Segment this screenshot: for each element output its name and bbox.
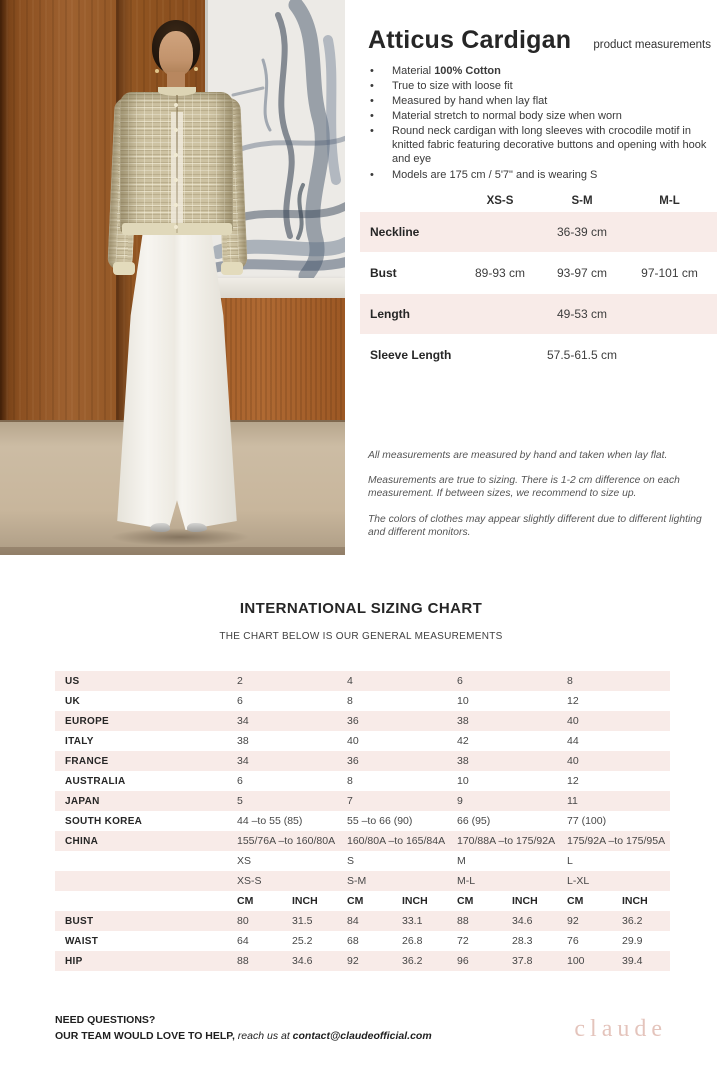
footer-help-line	[55, 1028, 432, 1044]
sizing-row: JAPAN 5 7 9 11	[55, 791, 670, 811]
measurement-notes	[360, 449, 717, 540]
model-face	[159, 31, 193, 76]
product-details-panel	[360, 26, 717, 552]
shoe	[150, 523, 170, 532]
bullet-item: • Models are 175 cm / 5'7" and is wearing S	[368, 168, 713, 182]
size-row: Neckline 36-39 cm	[360, 212, 717, 252]
product-size-table	[360, 190, 717, 375]
product-title: Atticus Cardigan	[368, 26, 572, 54]
wall-ledge	[205, 278, 345, 298]
sizing-row: XS S M L	[237, 855, 573, 867]
bullet-item: • Round neck cardigan with long sleeves with crocodile motif in knitted fabric featuring decorative buttons and opening with hook and eye	[368, 124, 713, 166]
shoe	[187, 523, 207, 532]
sizing-row: UK 6 8 10 12	[65, 695, 579, 707]
sizing-row: XS-S S-M M-L L-XL	[55, 871, 670, 891]
sizing-chart-title: INTERNATIONAL SIZING CHART	[239, 600, 483, 617]
product-photo	[0, 0, 345, 555]
note: Measurements are true to sizing. There is 1-2 cm difference on each measurement. If between sizes, we recommend to size up.	[368, 475, 680, 500]
floor-shadow	[110, 528, 250, 546]
sizing-chart-subtitle: THE CHART BELOW IS OUR GENERAL MEASUREMENTS	[219, 631, 503, 642]
contact-email[interactable]: contact@claudeofficial.com	[292, 1030, 432, 1043]
size-col-header: S-M	[571, 194, 593, 207]
footer-help-italic: reach us at	[237, 1030, 290, 1043]
size-table-header	[360, 190, 717, 212]
sizing-row: HIP 88 34.6 92 36.2 96 37.8 100 39.4	[55, 951, 670, 971]
cardigan-cuff	[113, 262, 135, 275]
sizing-row: WAIST 64 25.2 68 26.8 72 28.3 76 29.9	[65, 935, 643, 947]
sizing-row: SOUTH KOREA 44 –to 55 (85) 55 –to 66 (90) 66 (95) 77 (100)	[65, 815, 607, 827]
sizing-row: BUST 80 31.5 84 33.1 88 34.6 92 36.2	[55, 911, 670, 931]
product-bullet-list	[360, 64, 717, 182]
footer-help-bold: OUR TEAM WOULD LOVE TO HELP,	[55, 1030, 235, 1043]
sizing-row: ITALY 38 40 42 44	[65, 735, 579, 747]
page-footer	[55, 1012, 667, 1045]
details-header	[360, 26, 717, 55]
sizing-row: CHINA 155/76A –to 160/80A 160/80A –to 165/84A 170/88A –to 175/92A 175/92A –to 175/95A	[55, 831, 670, 851]
sizing-row: EUROPE 34 36 38 40	[55, 711, 670, 731]
note: The colors of clothes may appear slightly different due to different lighting and different monitors.	[368, 513, 702, 539]
sizing-row: US 2 4 6 8	[55, 671, 670, 691]
bullet-item: • Measured by hand when lay flat	[368, 94, 713, 108]
product-subtitle: product measurements	[593, 39, 711, 51]
bullet-item: • True to size with loose fit	[368, 79, 713, 93]
sizing-row: CM INCH CM INCH CM INCH CM INCH	[237, 895, 648, 907]
note: All measurements are measured by hand and taken when lay flat.	[368, 449, 668, 461]
cardigan-cuff	[221, 262, 243, 275]
international-sizing-table	[55, 671, 670, 971]
size-table-rows	[360, 212, 717, 375]
bullet-item: • Material stretch to normal body size when worn	[368, 109, 713, 123]
size-col-header: M-L	[659, 194, 680, 207]
international-sizing-section	[0, 570, 722, 971]
footer-contact	[55, 1012, 432, 1045]
footer-question: NEED QUESTIONS?	[55, 1014, 156, 1026]
sizing-row: AUSTRALIA 6 8 10 12	[65, 775, 579, 787]
size-row: Sleeve Length 57.5-61.5 cm	[370, 347, 618, 362]
sizing-row: FRANCE 34 36 38 40	[55, 751, 670, 771]
bullet-item: • Material 100% Cotton	[368, 64, 713, 78]
earring	[155, 69, 159, 73]
size-col-header: XS-S	[486, 194, 514, 207]
size-row: Length 49-53 cm	[360, 294, 717, 334]
brand-logo: claude	[574, 1016, 667, 1042]
size-row: Bust 89-93 cm 93-97 cm 97-101 cm	[370, 265, 698, 280]
cardigan-buttons	[174, 103, 178, 107]
cardigan-placket	[176, 95, 178, 233]
earring	[194, 67, 198, 71]
